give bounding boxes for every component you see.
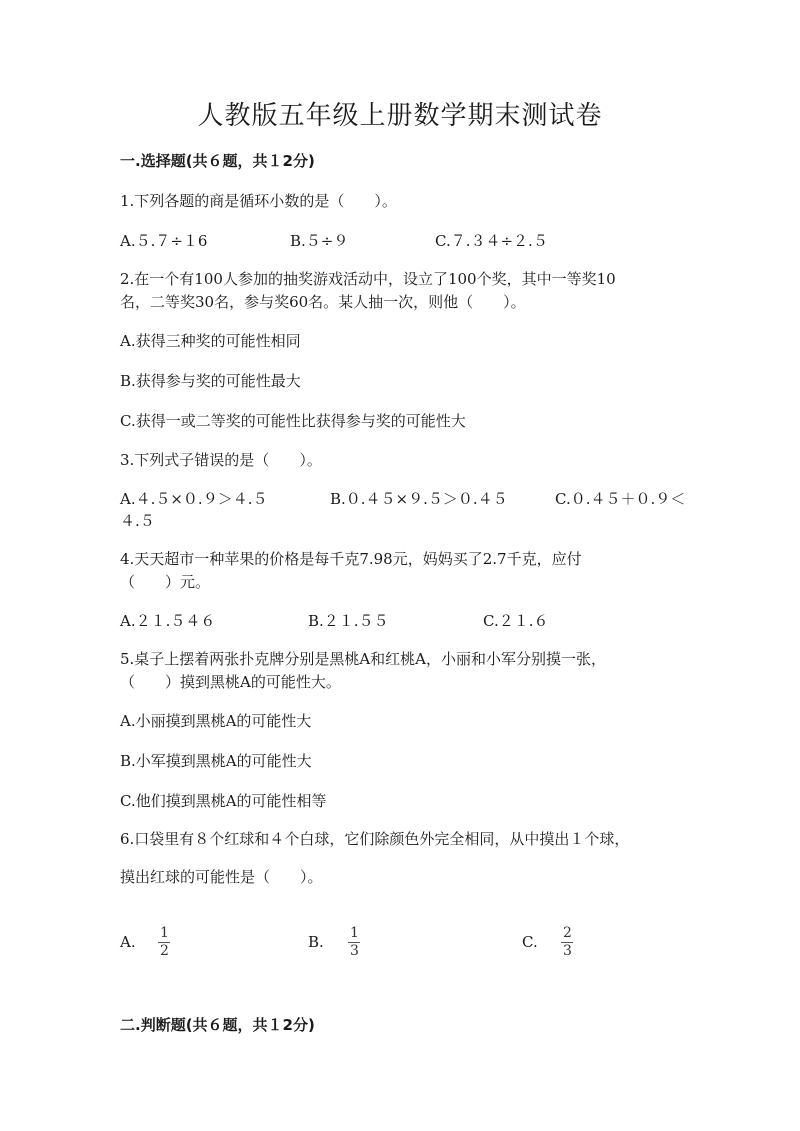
question-4-stem-line2: （ ）元。 <box>120 573 211 591</box>
section-heading-choice: 一.选择题(共６题，共１2分) <box>120 152 315 170</box>
question-5-stem-line2: （ ）摸到黑桃A的可能性大。 <box>120 673 341 691</box>
question-2-option-b: B.获得参与奖的可能性最大 <box>120 372 301 390</box>
question-2-stem-line1: 2.在一个有100人参加的抽奖游戏活动中，设立了100个奖，其中一等奖10 <box>120 270 616 288</box>
fraction-numerator: 1 <box>160 925 169 941</box>
fraction-denominator: 3 <box>563 943 572 960</box>
question-6-option-a-label: A. <box>120 933 136 951</box>
question-4-option-a: A.２１.５４６ <box>120 612 216 630</box>
question-4-option-c: C.２１.６ <box>483 612 549 630</box>
section-heading-judgement: 二.判断题(共６题，共１2分) <box>120 1016 315 1034</box>
question-5-option-a: A.小丽摸到黑桃A的可能性大 <box>120 712 312 730</box>
question-6-option-c-fraction <box>561 926 574 960</box>
question-6-option-c-label: C. <box>522 933 538 951</box>
question-2-option-a: A.获得三种奖的可能性相同 <box>120 332 301 350</box>
question-5-option-c: C.他们摸到黑桃A的可能性相等 <box>120 792 327 810</box>
question-1-option-a: A.５.７÷１6 <box>120 232 208 250</box>
fraction-denominator: 2 <box>160 943 169 960</box>
question-3-option-c-continued: ４.５ <box>120 512 155 530</box>
question-1-stem: 1.下列各题的商是循环小数的是（ ）。 <box>120 192 397 210</box>
question-2-option-c: C.获得一或二等奖的可能性比获得参与奖的可能性大 <box>120 412 466 430</box>
fraction-numerator: 2 <box>563 925 572 941</box>
question-1-option-b: B.５÷９ <box>290 232 349 250</box>
fraction-numerator: 1 <box>350 925 359 941</box>
question-5-option-b: B.小军摸到黑桃A的可能性大 <box>120 752 312 770</box>
question-6-stem-line2: 摸出红球的可能性是（ ）。 <box>120 868 323 886</box>
question-6-option-a-fraction <box>158 926 171 960</box>
question-2-stem-line2: 名，二等奖30名，参与奖60名。某人抽一次，则他（ ）。 <box>120 293 526 311</box>
page-title: 人教版五年级上册数学期末测试卷 <box>197 101 603 131</box>
question-3-option-a: A.４.５×０.９＞４.５ <box>120 490 268 508</box>
question-3-option-b: B.０.４５×９.５＞０.４５ <box>330 490 508 508</box>
question-3-option-c: C.０.４５＋０.９＜ <box>555 490 686 508</box>
question-6-option-b-fraction <box>348 926 361 960</box>
question-1-option-c: C.７.３４÷２.５ <box>435 232 548 250</box>
fraction-denominator: 3 <box>350 943 359 960</box>
question-3-stem: 3.下列式子错误的是（ ）。 <box>120 451 322 469</box>
question-5-stem-line1: 5.桌子上摆着两张扑克牌分别是黑桃A和红桃A，小丽和小军分别摸一张， <box>120 650 606 668</box>
question-6-stem-line1: 6.口袋里有８个红球和４个白球，它们除颜色外完全相同，从中摸出１个球， <box>120 830 630 848</box>
question-4-option-b: B.２１.５５ <box>308 612 389 630</box>
question-4-stem-line1: 4.天天超市一种苹果的价格是每千克7.98元，妈妈买了2.7千克，应付 <box>120 550 582 568</box>
question-6-option-b-label: B. <box>308 933 324 951</box>
